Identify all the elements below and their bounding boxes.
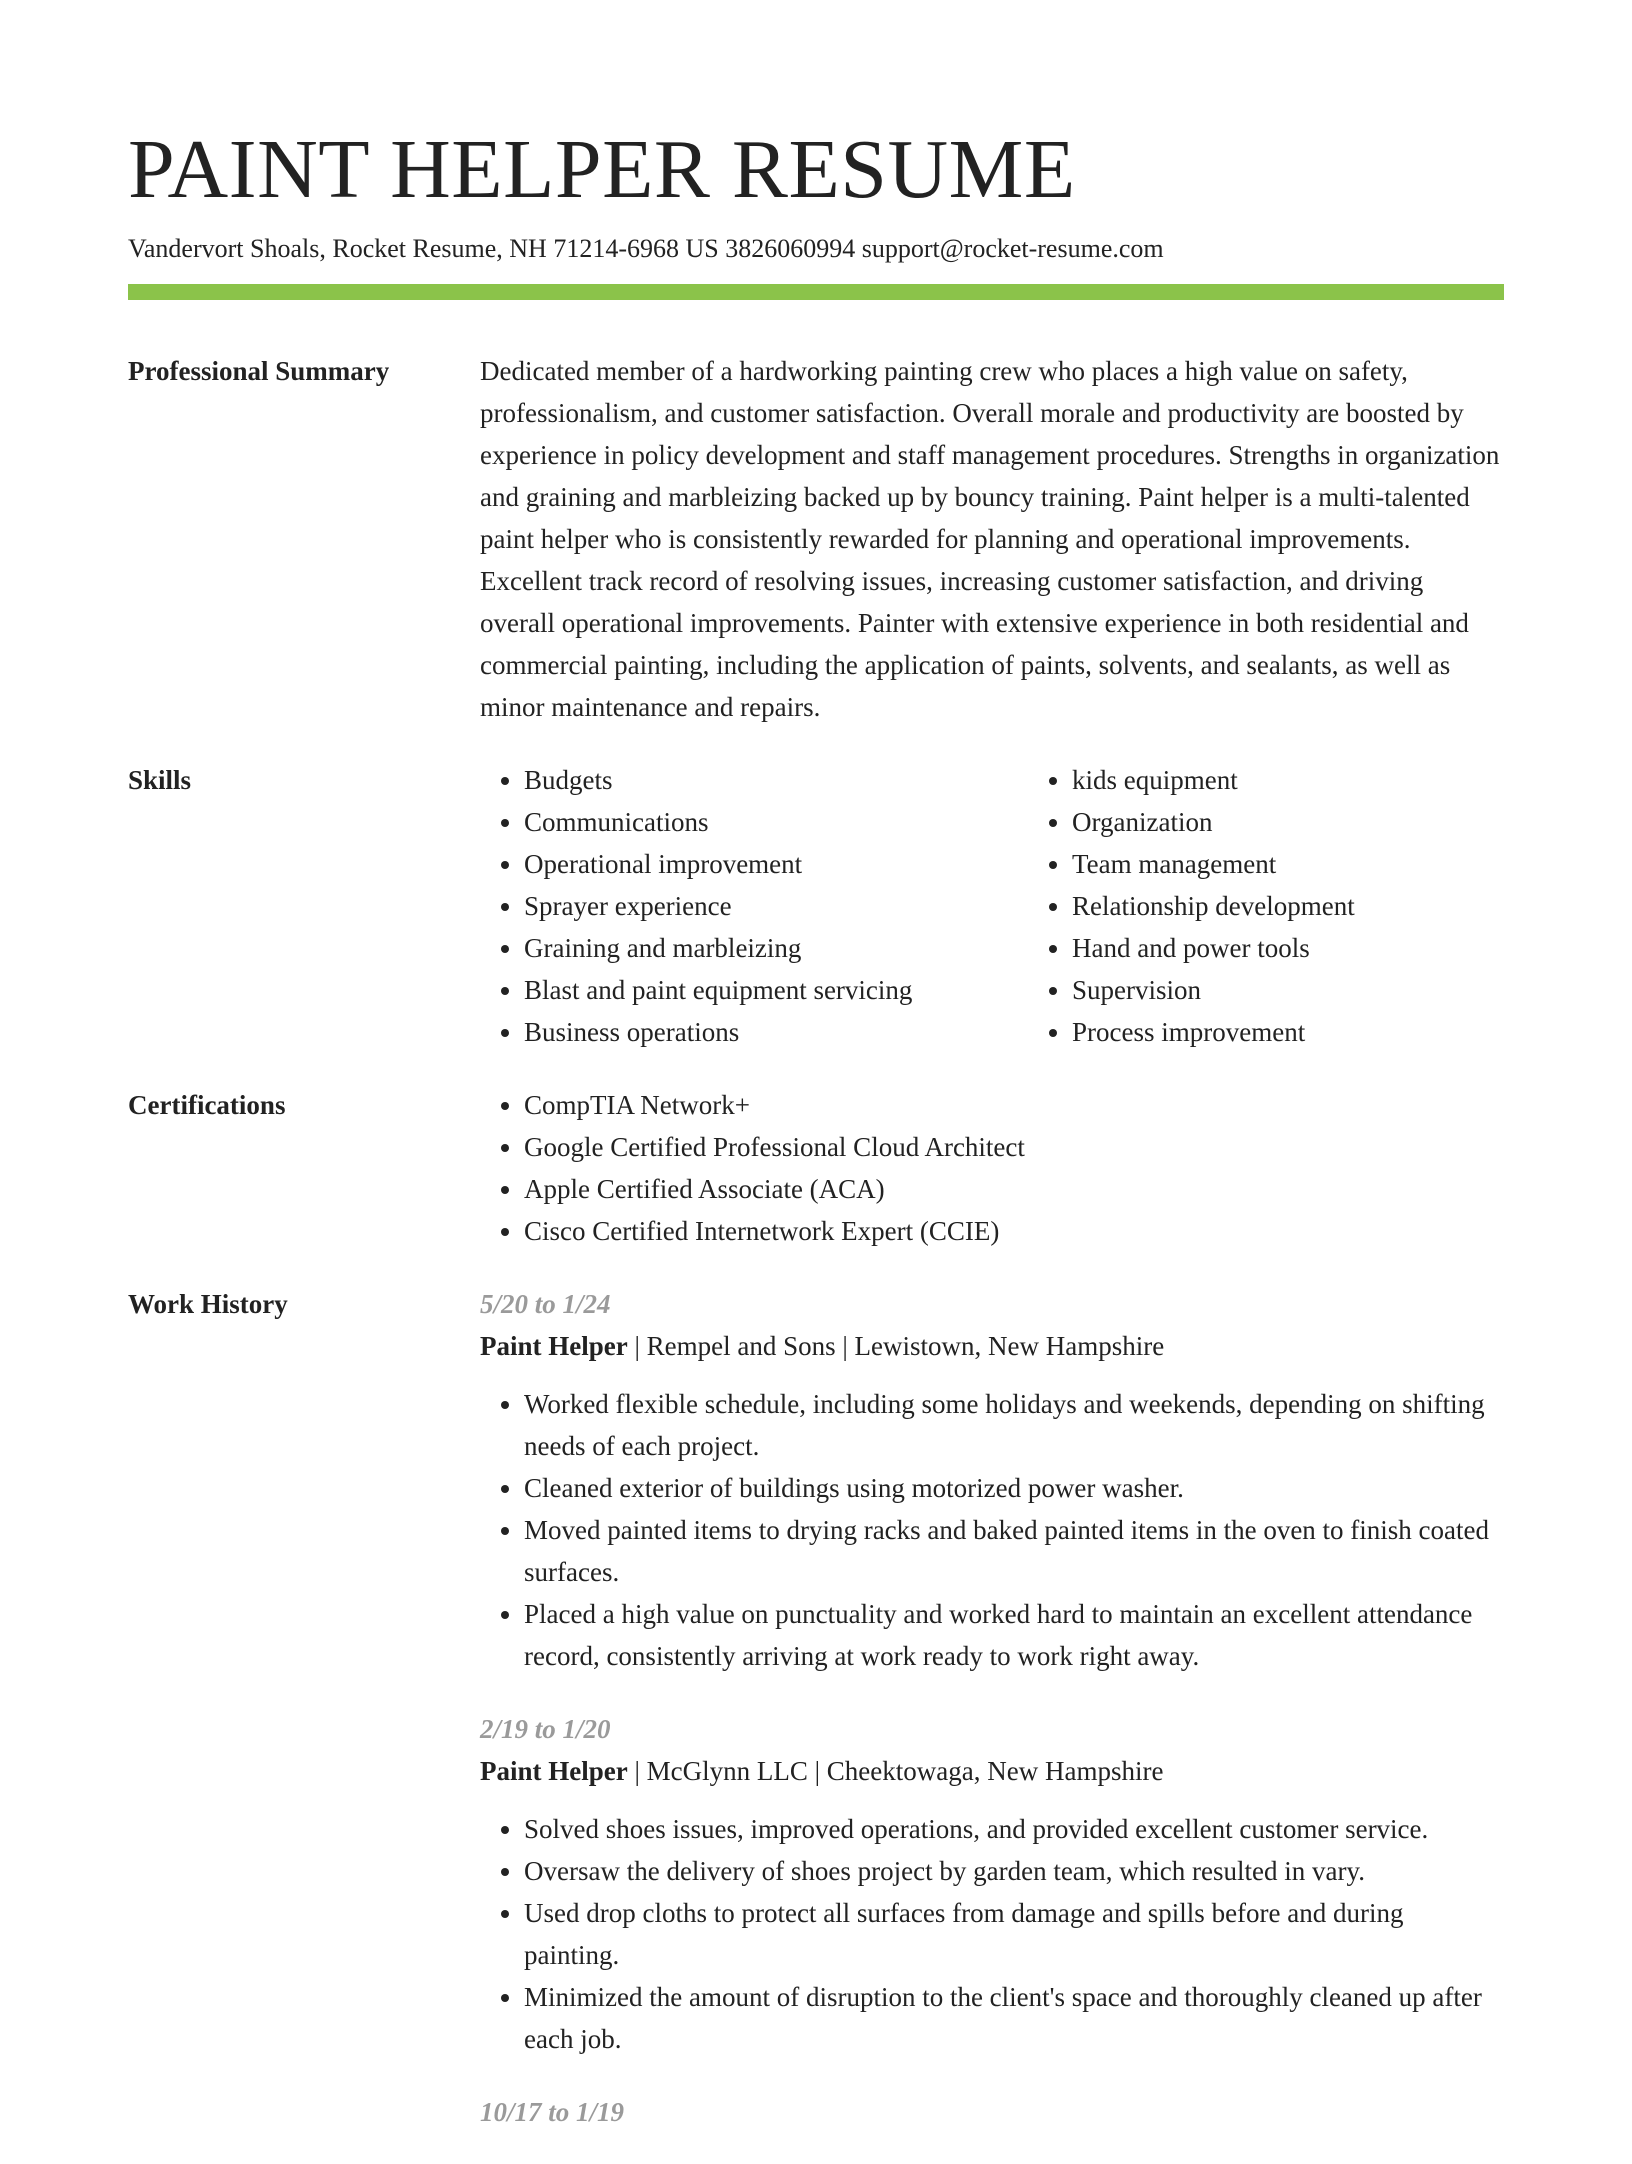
skill-item: • Organization <box>1072 801 1592 843</box>
job-bullet: • Solved shoes issues, improved operations, and provided excellent customer service. <box>524 1808 1504 1850</box>
job-bullet: • Cleaned exterior of buildings using motorized power washer. <box>524 1467 1504 1509</box>
skill-item: • Communications <box>524 801 1028 843</box>
job-heading <box>480 1750 1504 1792</box>
summary-section <box>128 350 1504 728</box>
contact-info: Vandervort Shoals, Rocket Resume, NH 71214-6968 US 3826060994 support@rocket-resume.com <box>128 234 1164 263</box>
section-heading: Professional Summary <box>128 356 390 386</box>
job-bullet: • Worked flexible schedule, including some holidays and weekends, depending on shifting needs of each project. <box>524 1383 1504 1467</box>
job-heading <box>480 1325 1504 1367</box>
job-bullet: • Minimized the amount of disruption to the client's space and thoroughly cleaned up after each job. <box>524 1976 1504 2060</box>
skill-item: • Graining and marbleizing <box>524 927 1028 969</box>
skill-item: • Hand and power tools <box>1072 927 1592 969</box>
job-details: | Rempel and Sons | Lewistown, New Hampshire <box>627 1331 1165 1361</box>
skill-item: • Blast and paint equipment servicing <box>524 969 1028 1011</box>
job-bullet: • Used drop cloths to protect all surfaces from damage and spills before and during painting. <box>524 1892 1504 1976</box>
skills-list-right <box>1028 759 1592 1053</box>
section-heading: Certifications <box>128 1090 286 1120</box>
job-dates: 10/17 to 1/19 <box>480 2097 625 2127</box>
skill-item: • Sprayer experience <box>524 885 1028 927</box>
certification-item: • CompTIA Network+ <box>524 1084 1504 1126</box>
job-bullet: • Placed a high value on punctuality and worked hard to maintain an excellent attendance record, consistently arriving at work ready to work right away. <box>524 1593 1504 1677</box>
certification-item: • Cisco Certified Internetwork Expert (CCIE) <box>524 1210 1504 1252</box>
skills-section <box>128 759 1504 1053</box>
job-bullet: • Oversaw the delivery of shoes project by garden team, which resulted in vary. <box>524 1850 1504 1892</box>
skill-item: • Business operations <box>524 1011 1028 1053</box>
work-history-section <box>128 1283 1504 2164</box>
job-details: | McGlynn LLC | Cheektowaga, New Hampshire <box>627 1756 1164 1786</box>
resume-page <box>128 0 1504 2164</box>
certification-item: • Apple Certified Associate (ACA) <box>524 1168 1504 1210</box>
skill-item: • Budgets <box>524 759 1028 801</box>
job-entry <box>480 1283 1504 1677</box>
certifications-section <box>128 1084 1504 1252</box>
job-dates: 5/20 to 1/24 <box>480 1289 611 1319</box>
job-entry <box>480 2091 1504 2133</box>
skill-item: • Supervision <box>1072 969 1592 1011</box>
resume-title: PAINT HELPER RESUME <box>128 123 1076 216</box>
skill-item: • Team management <box>1072 843 1592 885</box>
job-bullets <box>480 1383 1504 1677</box>
skill-item: • Process improvement <box>1072 1011 1592 1053</box>
certifications-list <box>480 1084 1504 1252</box>
job-bullet: • Moved painted items to drying racks and baked painted items in the oven to finish coated surfaces. <box>524 1509 1504 1593</box>
section-heading: Skills <box>128 765 192 795</box>
certification-item: • Google Certified Professional Cloud Architect <box>524 1126 1504 1168</box>
skill-item: • kids equipment <box>1072 759 1592 801</box>
header-divider <box>128 284 1504 300</box>
job-dates: 2/19 to 1/20 <box>480 1714 611 1744</box>
skill-item: • Operational improvement <box>524 843 1028 885</box>
job-title: Paint Helper <box>480 1756 628 1786</box>
job-bullets <box>480 1808 1504 2060</box>
section-heading: Work History <box>128 1289 288 1319</box>
skill-item: • Relationship development <box>1072 885 1592 927</box>
job-title: Paint Helper <box>480 1331 628 1361</box>
job-entry <box>480 1708 1504 2060</box>
skills-list-left <box>480 759 1028 1053</box>
summary-text: Dedicated member of a hardworking painting crew who places a high value on safety, professionalism, and customer satisfaction. Overall morale and productivity are boosted by experience in policy development and staff management procedures. Strengths in organization and graining and marbleizing backed up by bouncy training. Paint helper is a multi-talented paint helper who is consistently rewarded for planning and operational improvements. Excellent track record of resolving issues, increasing customer satisfaction, and driving overall operational improvements. Painter with extensive experience in both residential and commercial painting, including the application of paints, solvents, and sealants, as well as minor maintenance and repairs. <box>480 356 1500 722</box>
